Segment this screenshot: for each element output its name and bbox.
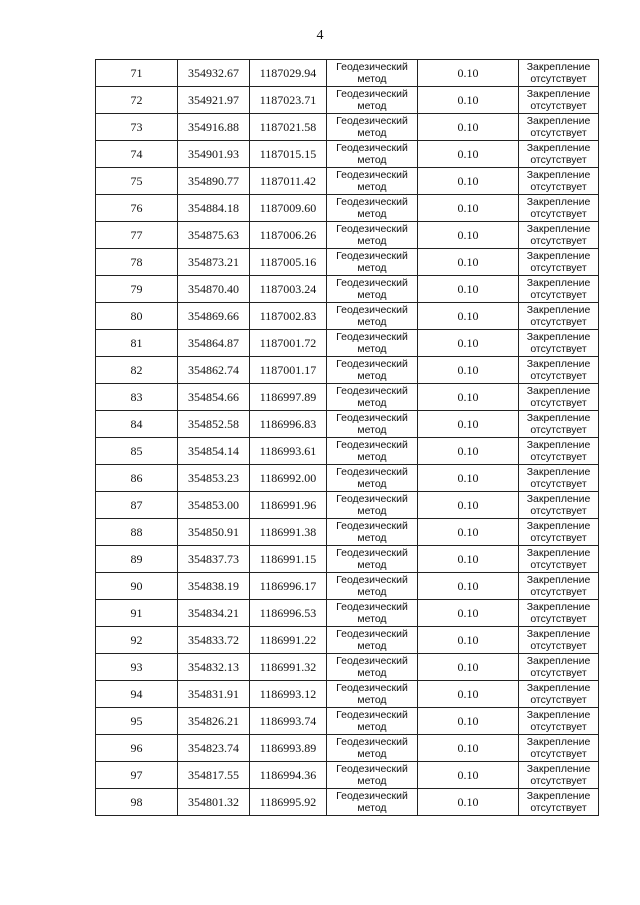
accuracy-cell: 0.10 bbox=[418, 627, 519, 654]
point-number-cell: 96 bbox=[96, 735, 178, 762]
accuracy-cell: 0.10 bbox=[418, 519, 519, 546]
fixing-cell: Закрепление отсутствует bbox=[519, 357, 599, 384]
y-coordinate-cell: 1186993.89 bbox=[250, 735, 327, 762]
accuracy-cell: 0.10 bbox=[418, 546, 519, 573]
point-number-cell: 94 bbox=[96, 681, 178, 708]
y-coordinate-cell: 1186993.61 bbox=[250, 438, 327, 465]
method-cell: Геодезический метод bbox=[327, 600, 418, 627]
x-coordinate-cell: 354850.91 bbox=[178, 519, 250, 546]
fixing-cell: Закрепление отсутствует bbox=[519, 546, 599, 573]
method-cell: Геодезический метод bbox=[327, 303, 418, 330]
point-number-cell: 95 bbox=[96, 708, 178, 735]
fixing-cell: Закрепление отсутствует bbox=[519, 762, 599, 789]
y-coordinate-cell: 1187023.71 bbox=[250, 87, 327, 114]
y-coordinate-cell: 1187006.26 bbox=[250, 222, 327, 249]
method-cell: Геодезический метод bbox=[327, 249, 418, 276]
page-number: 4 bbox=[316, 28, 324, 43]
point-number-cell: 90 bbox=[96, 573, 178, 600]
point-number-cell: 83 bbox=[96, 384, 178, 411]
x-coordinate-cell: 354801.32 bbox=[178, 789, 250, 816]
fixing-cell: Закрепление отсутствует bbox=[519, 168, 599, 195]
y-coordinate-cell: 1187011.42 bbox=[250, 168, 327, 195]
method-cell: Геодезический метод bbox=[327, 141, 418, 168]
x-coordinate-cell: 354890.77 bbox=[178, 168, 250, 195]
fixing-cell: Закрепление отсутствует bbox=[519, 789, 599, 816]
table-row bbox=[96, 60, 599, 87]
table-row bbox=[96, 87, 599, 114]
fixing-cell: Закрепление отсутствует bbox=[519, 438, 599, 465]
point-number-cell: 75 bbox=[96, 168, 178, 195]
accuracy-cell: 0.10 bbox=[418, 762, 519, 789]
point-number-cell: 93 bbox=[96, 654, 178, 681]
method-cell: Геодезический метод bbox=[327, 276, 418, 303]
method-cell: Геодезический метод bbox=[327, 330, 418, 357]
accuracy-cell: 0.10 bbox=[418, 573, 519, 600]
y-coordinate-cell: 1186995.92 bbox=[250, 789, 327, 816]
y-coordinate-cell: 1187002.83 bbox=[250, 303, 327, 330]
fixing-cell: Закрепление отсутствует bbox=[519, 465, 599, 492]
method-cell: Геодезический метод bbox=[327, 222, 418, 249]
y-coordinate-cell: 1186991.22 bbox=[250, 627, 327, 654]
table-row bbox=[96, 546, 599, 573]
fixing-cell: Закрепление отсутствует bbox=[519, 276, 599, 303]
y-coordinate-cell: 1187021.58 bbox=[250, 114, 327, 141]
method-cell: Геодезический метод bbox=[327, 195, 418, 222]
x-coordinate-cell: 354832.13 bbox=[178, 654, 250, 681]
table-row bbox=[96, 357, 599, 384]
accuracy-cell: 0.10 bbox=[418, 168, 519, 195]
table-row bbox=[96, 681, 599, 708]
x-coordinate-cell: 354854.14 bbox=[178, 438, 250, 465]
x-coordinate-cell: 354833.72 bbox=[178, 627, 250, 654]
fixing-cell: Закрепление отсутствует bbox=[519, 330, 599, 357]
fixing-cell: Закрепление отсутствует bbox=[519, 573, 599, 600]
table-row bbox=[96, 141, 599, 168]
accuracy-cell: 0.10 bbox=[418, 492, 519, 519]
method-cell: Геодезический метод bbox=[327, 762, 418, 789]
fixing-cell: Закрепление отсутствует bbox=[519, 492, 599, 519]
method-cell: Геодезический метод bbox=[327, 654, 418, 681]
fixing-cell: Закрепление отсутствует bbox=[519, 411, 599, 438]
x-coordinate-cell: 354901.93 bbox=[178, 141, 250, 168]
accuracy-cell: 0.10 bbox=[418, 114, 519, 141]
y-coordinate-cell: 1187001.17 bbox=[250, 357, 327, 384]
method-cell: Геодезический метод bbox=[327, 114, 418, 141]
y-coordinate-cell: 1186991.96 bbox=[250, 492, 327, 519]
point-number-cell: 79 bbox=[96, 276, 178, 303]
method-cell: Геодезический метод bbox=[327, 789, 418, 816]
accuracy-cell: 0.10 bbox=[418, 195, 519, 222]
y-coordinate-cell: 1187029.94 bbox=[250, 60, 327, 87]
y-coordinate-cell: 1186996.17 bbox=[250, 573, 327, 600]
y-coordinate-cell: 1187003.24 bbox=[250, 276, 327, 303]
table-row bbox=[96, 195, 599, 222]
fixing-cell: Закрепление отсутствует bbox=[519, 600, 599, 627]
y-coordinate-cell: 1186996.83 bbox=[250, 411, 327, 438]
accuracy-cell: 0.10 bbox=[418, 222, 519, 249]
method-cell: Геодезический метод bbox=[327, 411, 418, 438]
table-row bbox=[96, 465, 599, 492]
method-cell: Геодезический метод bbox=[327, 519, 418, 546]
method-cell: Геодезический метод bbox=[327, 492, 418, 519]
table-row bbox=[96, 303, 599, 330]
table-row bbox=[96, 276, 599, 303]
method-cell: Геодезический метод bbox=[327, 384, 418, 411]
method-cell: Геодезический метод bbox=[327, 357, 418, 384]
table-row bbox=[96, 492, 599, 519]
x-coordinate-cell: 354838.19 bbox=[178, 573, 250, 600]
fixing-cell: Закрепление отсутствует bbox=[519, 222, 599, 249]
y-coordinate-cell: 1186992.00 bbox=[250, 465, 327, 492]
point-number-cell: 81 bbox=[96, 330, 178, 357]
fixing-cell: Закрепление отсутствует bbox=[519, 735, 599, 762]
y-coordinate-cell: 1186993.74 bbox=[250, 708, 327, 735]
y-coordinate-cell: 1187009.60 bbox=[250, 195, 327, 222]
y-coordinate-cell: 1186994.36 bbox=[250, 762, 327, 789]
table-row bbox=[96, 519, 599, 546]
table-row bbox=[96, 168, 599, 195]
point-number-cell: 84 bbox=[96, 411, 178, 438]
y-coordinate-cell: 1186991.38 bbox=[250, 519, 327, 546]
fixing-cell: Закрепление отсутствует bbox=[519, 708, 599, 735]
point-number-cell: 73 bbox=[96, 114, 178, 141]
x-coordinate-cell: 354834.21 bbox=[178, 600, 250, 627]
accuracy-cell: 0.10 bbox=[418, 330, 519, 357]
x-coordinate-cell: 354884.18 bbox=[178, 195, 250, 222]
table-row bbox=[96, 411, 599, 438]
method-cell: Геодезический метод bbox=[327, 681, 418, 708]
accuracy-cell: 0.10 bbox=[418, 708, 519, 735]
fixing-cell: Закрепление отсутствует bbox=[519, 141, 599, 168]
table-row bbox=[96, 249, 599, 276]
point-number-cell: 82 bbox=[96, 357, 178, 384]
fixing-cell: Закрепление отсутствует bbox=[519, 519, 599, 546]
fixing-cell: Закрепление отсутствует bbox=[519, 87, 599, 114]
point-number-cell: 72 bbox=[96, 87, 178, 114]
accuracy-cell: 0.10 bbox=[418, 60, 519, 87]
fixing-cell: Закрепление отсутствует bbox=[519, 627, 599, 654]
method-cell: Геодезический метод bbox=[327, 465, 418, 492]
method-cell: Геодезический метод bbox=[327, 735, 418, 762]
point-number-cell: 77 bbox=[96, 222, 178, 249]
x-coordinate-cell: 354873.21 bbox=[178, 249, 250, 276]
table-row bbox=[96, 789, 599, 816]
point-number-cell: 98 bbox=[96, 789, 178, 816]
table-row bbox=[96, 573, 599, 600]
x-coordinate-cell: 354831.91 bbox=[178, 681, 250, 708]
coordinates-table bbox=[95, 59, 599, 816]
accuracy-cell: 0.10 bbox=[418, 249, 519, 276]
x-coordinate-cell: 354875.63 bbox=[178, 222, 250, 249]
x-coordinate-cell: 354853.00 bbox=[178, 492, 250, 519]
fixing-cell: Закрепление отсутствует bbox=[519, 249, 599, 276]
x-coordinate-cell: 354862.74 bbox=[178, 357, 250, 384]
table-row bbox=[96, 330, 599, 357]
x-coordinate-cell: 354826.21 bbox=[178, 708, 250, 735]
accuracy-cell: 0.10 bbox=[418, 735, 519, 762]
table-row bbox=[96, 600, 599, 627]
fixing-cell: Закрепление отсутствует bbox=[519, 60, 599, 87]
method-cell: Геодезический метод bbox=[327, 546, 418, 573]
point-number-cell: 91 bbox=[96, 600, 178, 627]
accuracy-cell: 0.10 bbox=[418, 303, 519, 330]
point-number-cell: 71 bbox=[96, 60, 178, 87]
accuracy-cell: 0.10 bbox=[418, 600, 519, 627]
accuracy-cell: 0.10 bbox=[418, 357, 519, 384]
point-number-cell: 80 bbox=[96, 303, 178, 330]
accuracy-cell: 0.10 bbox=[418, 654, 519, 681]
x-coordinate-cell: 354837.73 bbox=[178, 546, 250, 573]
y-coordinate-cell: 1186991.32 bbox=[250, 654, 327, 681]
method-cell: Геодезический метод bbox=[327, 87, 418, 114]
method-cell: Геодезический метод bbox=[327, 60, 418, 87]
table-row bbox=[96, 708, 599, 735]
accuracy-cell: 0.10 bbox=[418, 141, 519, 168]
accuracy-cell: 0.10 bbox=[418, 384, 519, 411]
x-coordinate-cell: 354852.58 bbox=[178, 411, 250, 438]
method-cell: Геодезический метод bbox=[327, 627, 418, 654]
y-coordinate-cell: 1186997.89 bbox=[250, 384, 327, 411]
fixing-cell: Закрепление отсутствует bbox=[519, 384, 599, 411]
x-coordinate-cell: 354817.55 bbox=[178, 762, 250, 789]
method-cell: Геодезический метод bbox=[327, 573, 418, 600]
accuracy-cell: 0.10 bbox=[418, 87, 519, 114]
coordinates-table-body bbox=[96, 60, 599, 816]
x-coordinate-cell: 354869.66 bbox=[178, 303, 250, 330]
table-row bbox=[96, 438, 599, 465]
accuracy-cell: 0.10 bbox=[418, 789, 519, 816]
fixing-cell: Закрепление отсутствует bbox=[519, 114, 599, 141]
y-coordinate-cell: 1187015.15 bbox=[250, 141, 327, 168]
point-number-cell: 92 bbox=[96, 627, 178, 654]
y-coordinate-cell: 1186996.53 bbox=[250, 600, 327, 627]
accuracy-cell: 0.10 bbox=[418, 411, 519, 438]
point-number-cell: 78 bbox=[96, 249, 178, 276]
x-coordinate-cell: 354853.23 bbox=[178, 465, 250, 492]
table-row bbox=[96, 654, 599, 681]
point-number-cell: 89 bbox=[96, 546, 178, 573]
y-coordinate-cell: 1187001.72 bbox=[250, 330, 327, 357]
method-cell: Геодезический метод bbox=[327, 708, 418, 735]
fixing-cell: Закрепление отсутствует bbox=[519, 654, 599, 681]
table-row bbox=[96, 384, 599, 411]
point-number-cell: 97 bbox=[96, 762, 178, 789]
x-coordinate-cell: 354854.66 bbox=[178, 384, 250, 411]
x-coordinate-cell: 354932.67 bbox=[178, 60, 250, 87]
x-coordinate-cell: 354916.88 bbox=[178, 114, 250, 141]
x-coordinate-cell: 354870.40 bbox=[178, 276, 250, 303]
method-cell: Геодезический метод bbox=[327, 168, 418, 195]
table-row bbox=[96, 627, 599, 654]
table-row bbox=[96, 735, 599, 762]
fixing-cell: Закрепление отсутствует bbox=[519, 195, 599, 222]
point-number-cell: 85 bbox=[96, 438, 178, 465]
method-cell: Геодезический метод bbox=[327, 438, 418, 465]
accuracy-cell: 0.10 bbox=[418, 681, 519, 708]
table-row bbox=[96, 762, 599, 789]
x-coordinate-cell: 354823.74 bbox=[178, 735, 250, 762]
y-coordinate-cell: 1187005.16 bbox=[250, 249, 327, 276]
y-coordinate-cell: 1186991.15 bbox=[250, 546, 327, 573]
y-coordinate-cell: 1186993.12 bbox=[250, 681, 327, 708]
x-coordinate-cell: 354921.97 bbox=[178, 87, 250, 114]
fixing-cell: Закрепление отсутствует bbox=[519, 303, 599, 330]
table-row bbox=[96, 114, 599, 141]
point-number-cell: 76 bbox=[96, 195, 178, 222]
table-row bbox=[96, 222, 599, 249]
fixing-cell: Закрепление отсутствует bbox=[519, 681, 599, 708]
point-number-cell: 86 bbox=[96, 465, 178, 492]
point-number-cell: 87 bbox=[96, 492, 178, 519]
accuracy-cell: 0.10 bbox=[418, 438, 519, 465]
accuracy-cell: 0.10 bbox=[418, 276, 519, 303]
point-number-cell: 74 bbox=[96, 141, 178, 168]
x-coordinate-cell: 354864.87 bbox=[178, 330, 250, 357]
point-number-cell: 88 bbox=[96, 519, 178, 546]
accuracy-cell: 0.10 bbox=[418, 465, 519, 492]
